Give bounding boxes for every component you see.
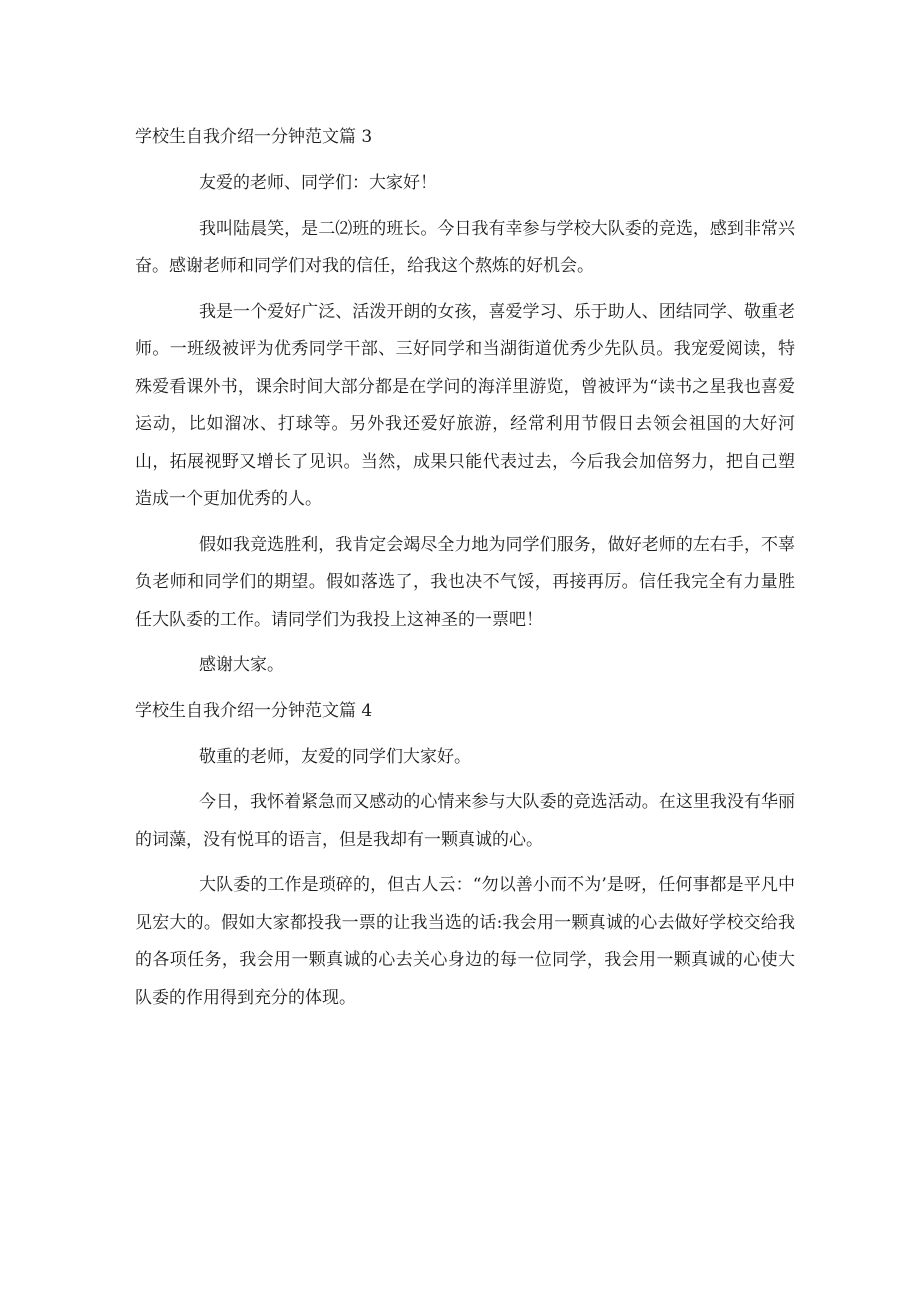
section-4	[135, 693, 795, 1018]
section-heading: 学校生自我介绍一分钟范文篇 4	[135, 700, 373, 721]
paragraph: 大队委的工作是琐碎的，但古人云：“勿以善小而不为’是呀，任何事都是平凡中见宏大的。假如大家都投我一票的让我当选的话:我会用一颗真诚的心去做好学校交给我的各项任务，我会用一颗真诚的心去关心身边的每一位同学，我会用一颗真诚的心使大队委的作用得到充分的体现。	[135, 875, 795, 1008]
paragraph: 感谢大家。	[199, 655, 284, 675]
document-body	[135, 119, 795, 1025]
paragraph: 敬重的老师，友爱的同学们大家好。	[199, 746, 471, 767]
paragraph: 我是一个爱好广泛、活泼开朗的女孩，喜爱学习、乐于助人、团结同学、敬重老师。一班级被评为优秀同学干部、三好同学和当湖街道优秀少先队员。我宠爱阅读，特殊爱看课外书，课余时间大部分都是在学问的海洋里游览，曾被评为“读书之星我也喜爱运动，比如溜冰、打球等。另外我还爱好旅游，经常利用节假日去领会祖国的大好河山，拓展视野又增长了见识。当然，成果只能代表过去，今后我会加倍努力，把自己塑造成一个更加优秀的人。	[135, 301, 795, 509]
paragraph: 我叫陆晨笑，是二⑵班的班长。今日我有幸参与学校大队委的竞选，感到非常兴奋。感谢老师和同学们对我的信任，给我这个熬炼的好机会。	[135, 218, 795, 276]
paragraph: 友爱的老师、同学们：大家好！	[199, 173, 437, 193]
paragraph: 今日，我怀着紧急而又感动的心情来参与大队委的竞选活动。在这里我没有华丽的词藻，没有悦耳的语言，但是我却有一颗真诚的心。	[135, 792, 795, 850]
section-3	[135, 119, 795, 685]
section-heading: 学校生自我介绍一分钟范文篇 3	[135, 127, 373, 147]
paragraph: 假如我竞选胜利，我肯定会竭尽全力地为同学们服务，做好老师的左右手，不辜负老师和同学们的期望。假如落选了，我也决不气馁，再接再厉。信任我完全有力量胜任大队委的工作。请同学们为我投上这神圣的一票吧！	[135, 534, 795, 630]
